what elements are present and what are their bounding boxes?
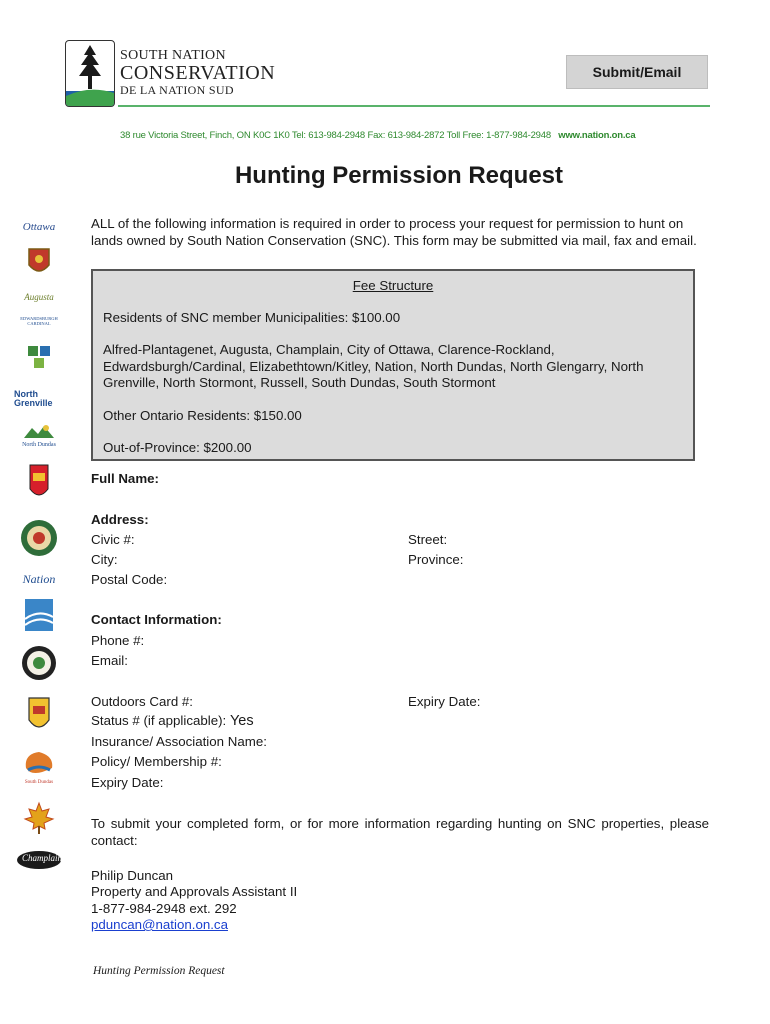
footer-text: Hunting Permission Request	[93, 965, 225, 977]
status-label: Status # (if applicable):	[91, 713, 227, 728]
page-title: Hunting Permission Request	[234, 162, 564, 189]
intro-paragraph: ALL of the following information is required in order to process your request for permission to hunt on lands owned by South Nation Conservation (SNC). This form may be submitted via mail, fax and email.	[91, 216, 697, 248]
north-grenville-logo: North Grenville	[14, 389, 53, 408]
contact-email-row	[91, 917, 228, 934]
org-name-line2: CONSERVATION	[120, 62, 276, 84]
north-dundas-logo: North Dundas	[14, 418, 64, 452]
edwardsburgh-cardinal-logo: EDWARDSBURGH CARDINAL	[20, 316, 58, 326]
fee-structure-box	[91, 269, 695, 461]
maple-leaf-logo	[14, 800, 64, 836]
contact-info-heading: Contact Information:	[91, 612, 222, 627]
ottawa-logo: Ottawa	[22, 221, 56, 233]
augusta-logo: Augusta	[24, 292, 54, 302]
fee-out-of-province: Out-of-Province: $200.00	[103, 440, 252, 455]
website-link[interactable]: www.nation.on.ca	[558, 130, 636, 141]
full-name-label: Full Name:	[91, 471, 159, 486]
phone-label: Phone #:	[91, 633, 145, 648]
champlain-logo: Champlain	[14, 848, 64, 872]
city-label: City:	[91, 552, 118, 567]
expiry-date-label-1: Expiry Date:	[408, 694, 481, 709]
header-divider	[118, 105, 710, 107]
submit-instructions: To submit your completed form, or for more information regarding hunting on SNC properties, please contact:	[91, 816, 709, 848]
province-label: Province:	[408, 552, 464, 567]
email-label: Email:	[91, 653, 128, 668]
postal-code-label: Postal Code:	[91, 572, 168, 587]
south-dundas-logo: South Dundas	[14, 746, 64, 788]
civic-label: Civic #:	[91, 532, 135, 547]
org-name-line3: DE LA NATION SUD	[120, 83, 234, 97]
fee-ontario: Other Ontario Residents: $150.00	[103, 408, 302, 423]
expiry-date-label-2: Expiry Date:	[91, 775, 164, 790]
crest-logo	[14, 246, 64, 278]
nation-logo: Nation	[22, 571, 56, 586]
contact-phone: 1-877-984-2948 ext. 292	[91, 901, 237, 916]
submit-email-button[interactable]: Submit/Email	[566, 55, 708, 89]
insurance-label: Insurance/ Association Name:	[91, 734, 267, 749]
outdoors-card-label: Outdoors Card #:	[91, 694, 193, 709]
fee-municipalities: Alfred-Plantagenet, Augusta, Champlain, City of Ottawa, Clarence-Rockland, Edwardsburgh/Cardinal, Elizabethtown/Kitley, Nation, North Dundas, North Glengarry, North Grenville, North Stormont, Russell, South Dundas, South Stormont	[103, 342, 644, 390]
status-value[interactable]: Yes	[229, 713, 254, 729]
policy-label: Policy/ Membership #:	[91, 754, 222, 769]
fee-residents: Residents of SNC member Municipalities: $100.00	[103, 310, 401, 325]
address-line	[120, 130, 635, 141]
address-heading: Address:	[91, 512, 149, 527]
street-label: Street:	[408, 532, 448, 547]
seal-logo	[14, 518, 64, 558]
org-name-line1: SOUTH NATION	[120, 48, 226, 63]
status-row	[91, 713, 254, 729]
contact-role: Property and Approvals Assistant II	[91, 884, 298, 899]
contact-name: Philip Duncan	[91, 868, 174, 883]
crest2-logo	[14, 692, 64, 734]
shield-logo	[14, 462, 64, 502]
snc-logo	[65, 40, 115, 107]
fee-heading: Fee Structure	[352, 278, 434, 293]
round-seal-logo	[14, 644, 64, 682]
tree-icon	[66, 41, 114, 106]
fields-logo	[14, 598, 64, 632]
contact-email-link[interactable]: pduncan@nation.on.ca	[91, 917, 228, 932]
puzzle-logo	[14, 340, 64, 374]
address-text: 38 rue Victoria Street, Finch, ON K0C 1K0 Tel: 613-984-2948 Fax: 613-984-2872 Toll Free: 1-877-984-2948	[120, 130, 551, 141]
